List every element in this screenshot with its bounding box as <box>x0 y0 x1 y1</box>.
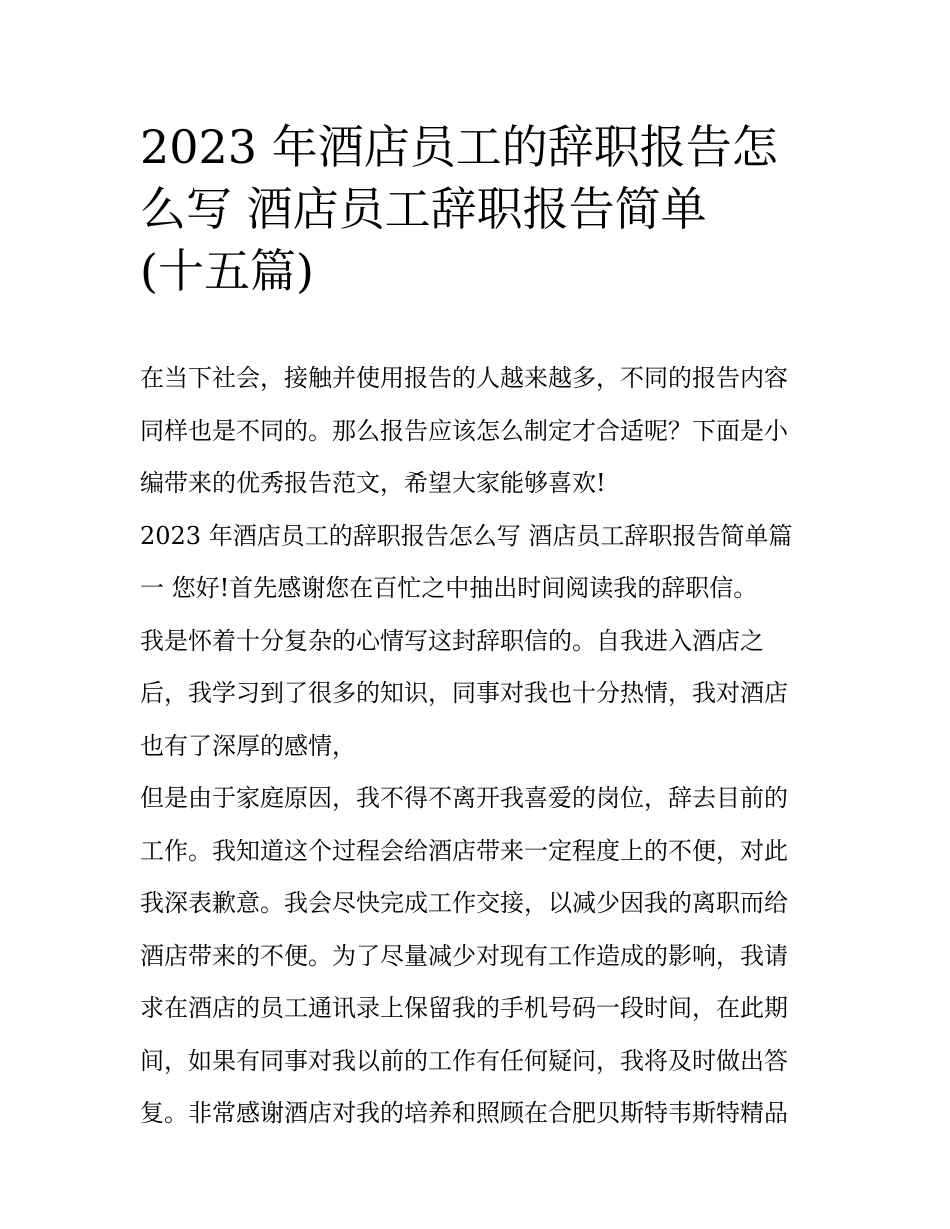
body-line: 一 您好!首先感谢您在百忙之中抽出时间阅读我的辞职信。 <box>140 574 758 602</box>
body-line: 我是怀着十分复杂的心情写这封辞职信的。自我进入酒店之 <box>140 626 764 655</box>
body-line: 但是由于家庭原因，我不得不离开我喜爱的岗位，辞去目前的 <box>140 784 788 812</box>
body-line: 后，我学习到了很多的知识，同事对我也十分热情，我对酒店 <box>140 679 788 707</box>
body-line: 复。非常感谢酒店对我的培养和照顾在合肥贝斯特韦斯特精品 <box>140 1099 788 1127</box>
body-line: 编带来的优秀报告范文，希望大家能够喜欢! <box>140 469 606 497</box>
document-body <box>140 352 820 1140</box>
body-line: 在当下社会，接触并使用报告的人越来越多，不同的报告内容 <box>140 364 788 392</box>
title-line-2: 么写 酒店员工辞职报告简单 <box>140 182 707 236</box>
body-line: 酒店带来的不便。为了尽量减少对现有工作造成的影响，我请 <box>140 941 788 970</box>
title-line-3: (十五篇) <box>140 244 314 298</box>
title-line-1: 2023 年酒店员工的辞职报告怎 <box>140 120 778 174</box>
body-line: 我深表歉意。我会尽快完成工作交接，以减少因我的离职而给 <box>140 889 788 917</box>
body-line: 同样也是不同的。那么报告应该怎么制定才合适呢？下面是小 <box>140 416 788 445</box>
body-line: 也有了深厚的感情， <box>140 731 356 760</box>
document-title <box>140 116 820 302</box>
body-line: 间，如果有同事对我以前的工作有任何疑问，我将及时做出答 <box>140 1046 788 1075</box>
body-line: 求在酒店的员工通讯录上保留我的手机号码一段时间，在此期 <box>140 994 788 1022</box>
body-line: 工作。我知道这个过程会给酒店带来一定程度上的不便，对此 <box>140 836 788 865</box>
body-line: 2023 年酒店员工的辞职报告怎么写 酒店员工辞职报告简单篇 <box>140 521 793 550</box>
